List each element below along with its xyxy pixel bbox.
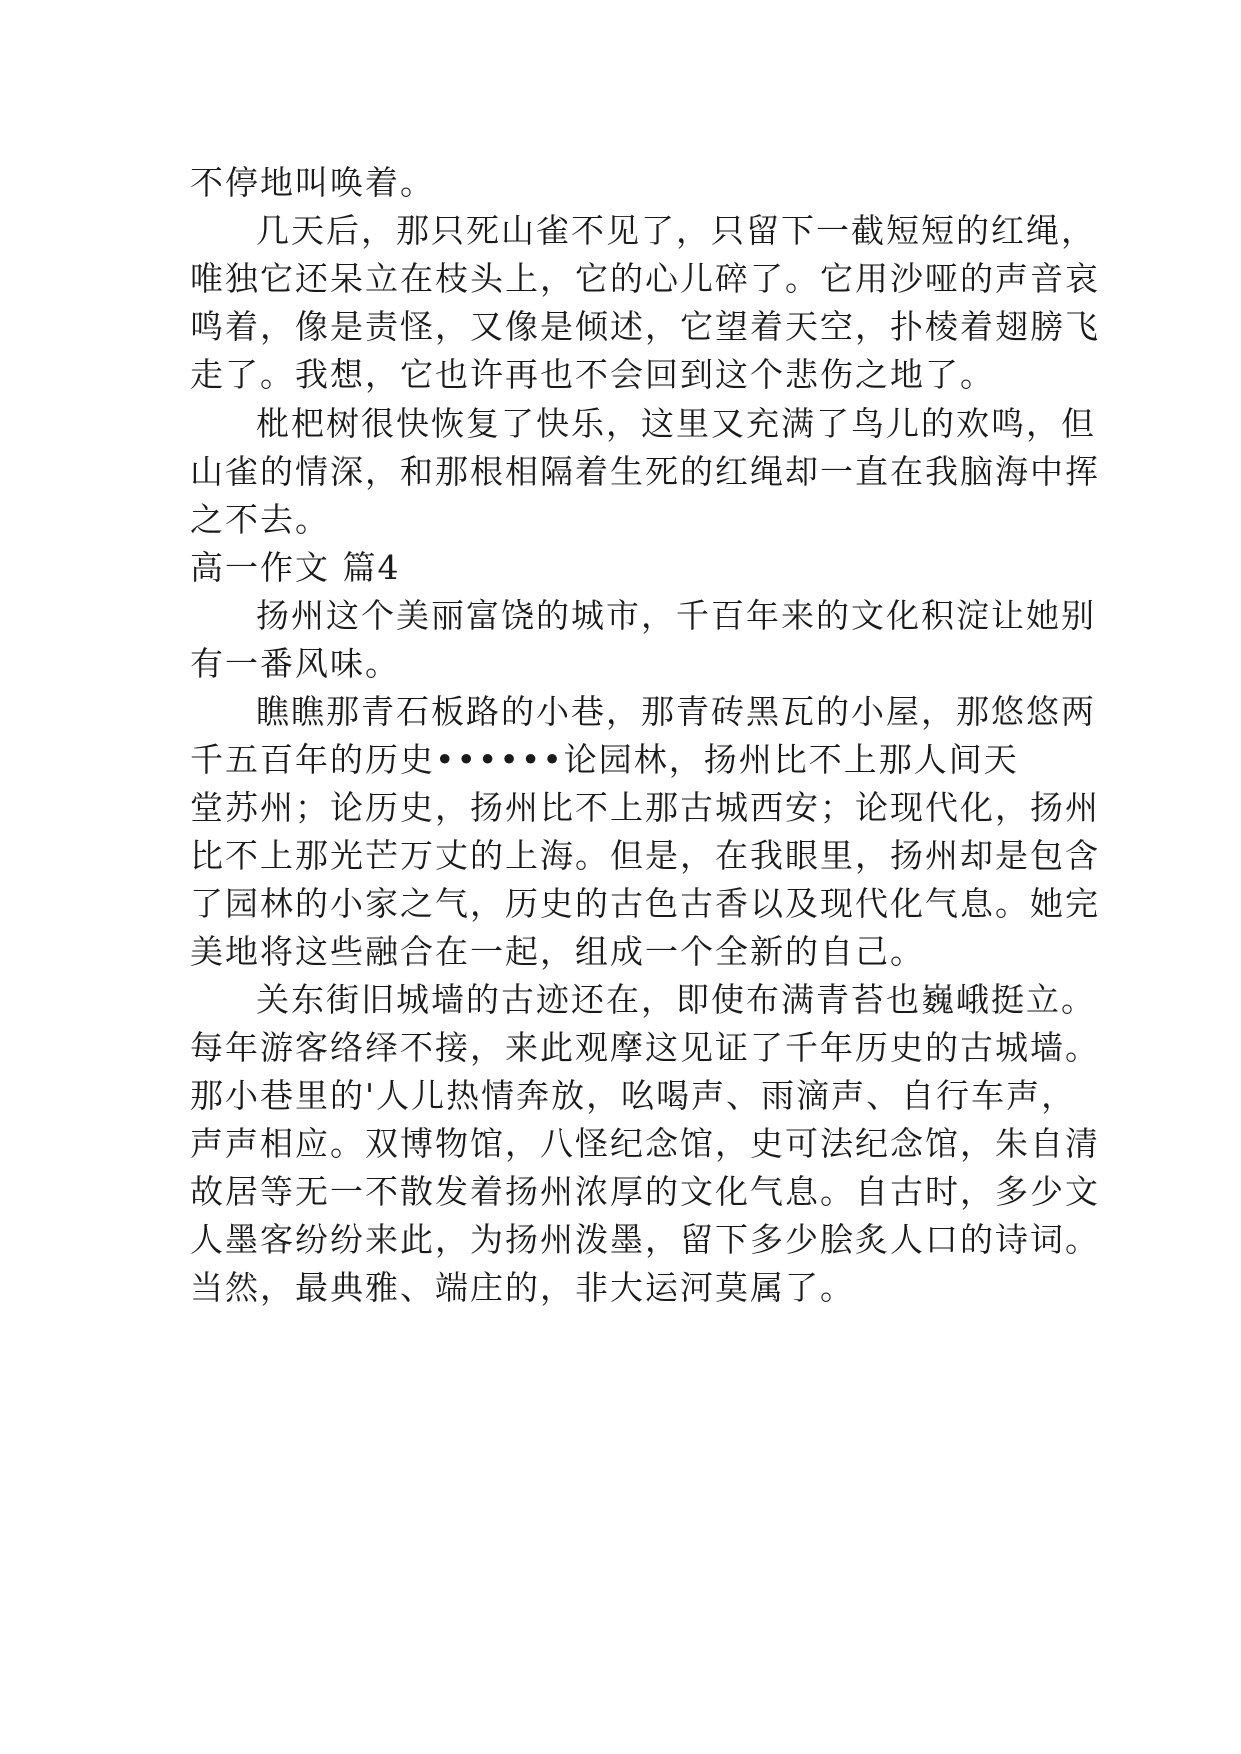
text-line: 了园林的小家之气，历史的古色古香以及现代化气息。她完	[190, 884, 1100, 923]
text-line: 每年游客络绎不接，来此观摩这见证了千年历史的古城墙。	[190, 1028, 1100, 1067]
paragraph-start-line: 关东街旧城墙的古迹还在，即使布满青苔也巍峨挺立。	[256, 980, 1096, 1019]
paragraph-start-line: 扬州这个美丽富饶的城市，千百年来的文化积淀让她别	[256, 596, 1096, 635]
text-line: 堂苏州；论历史，扬州比不上那古城西安；论现代化，扬州	[190, 788, 1100, 827]
text-line: 之不去。	[190, 500, 330, 539]
text-line: 美地将这些融合在一起，组成一个全新的自己。	[190, 932, 925, 971]
text-line: 那小巷里的'人儿热情奔放，吆喝声、雨滴声、自行车声，	[190, 1076, 1077, 1115]
text-line: 走了。我想，它也许再也不会回到这个悲伤之地了。	[190, 355, 995, 394]
paragraph-start-line: 瞧瞧那青石板路的小巷，那青砖黑瓦的小屋，那悠悠两	[256, 692, 1096, 731]
section-heading: 高一作文 篇4	[190, 548, 401, 587]
text-line: 人墨客纷纷来此，为扬州泼墨，留下多少脍炙人口的诗词。	[190, 1220, 1100, 1259]
text-line: 鸣着，像是责怪，又像是倾述，它望着天空，扑棱着翅膀飞	[190, 307, 1100, 346]
text-line: 山雀的情深，和那根相隔着生死的红绳却一直在我脑海中挥	[190, 452, 1100, 491]
text-line: 声声相应。双博物馆，八怪纪念馆，史可法纪念馆，朱自清	[190, 1124, 1100, 1163]
text-line: 千五百年的历史••••••论园林，扬州比不上那人间天	[190, 740, 1019, 779]
paragraph-start-line: 枇杷树很快恢复了快乐，这里又充满了鸟儿的欢鸣，但	[256, 404, 1096, 443]
text-line: 有一番风味。	[190, 644, 400, 683]
text-line: 唯独它还呆立在枝头上，它的心儿碎了。它用沙哑的声音哀	[190, 259, 1100, 298]
text-line: 故居等无一不散发着扬州浓厚的文化气息。自古时，多少文	[190, 1172, 1100, 1211]
text-line: 比不上那光芒万丈的上海。但是，在我眼里，扬州却是包含	[190, 836, 1100, 875]
text-line: 不停地叫唤着。	[190, 163, 435, 202]
paragraph-start-line: 几天后，那只死山雀不见了，只留下一截短短的红绳，	[256, 211, 1096, 250]
text-line: 当然，最典雅、端庄的，非大运河莫属了。	[190, 1268, 855, 1307]
